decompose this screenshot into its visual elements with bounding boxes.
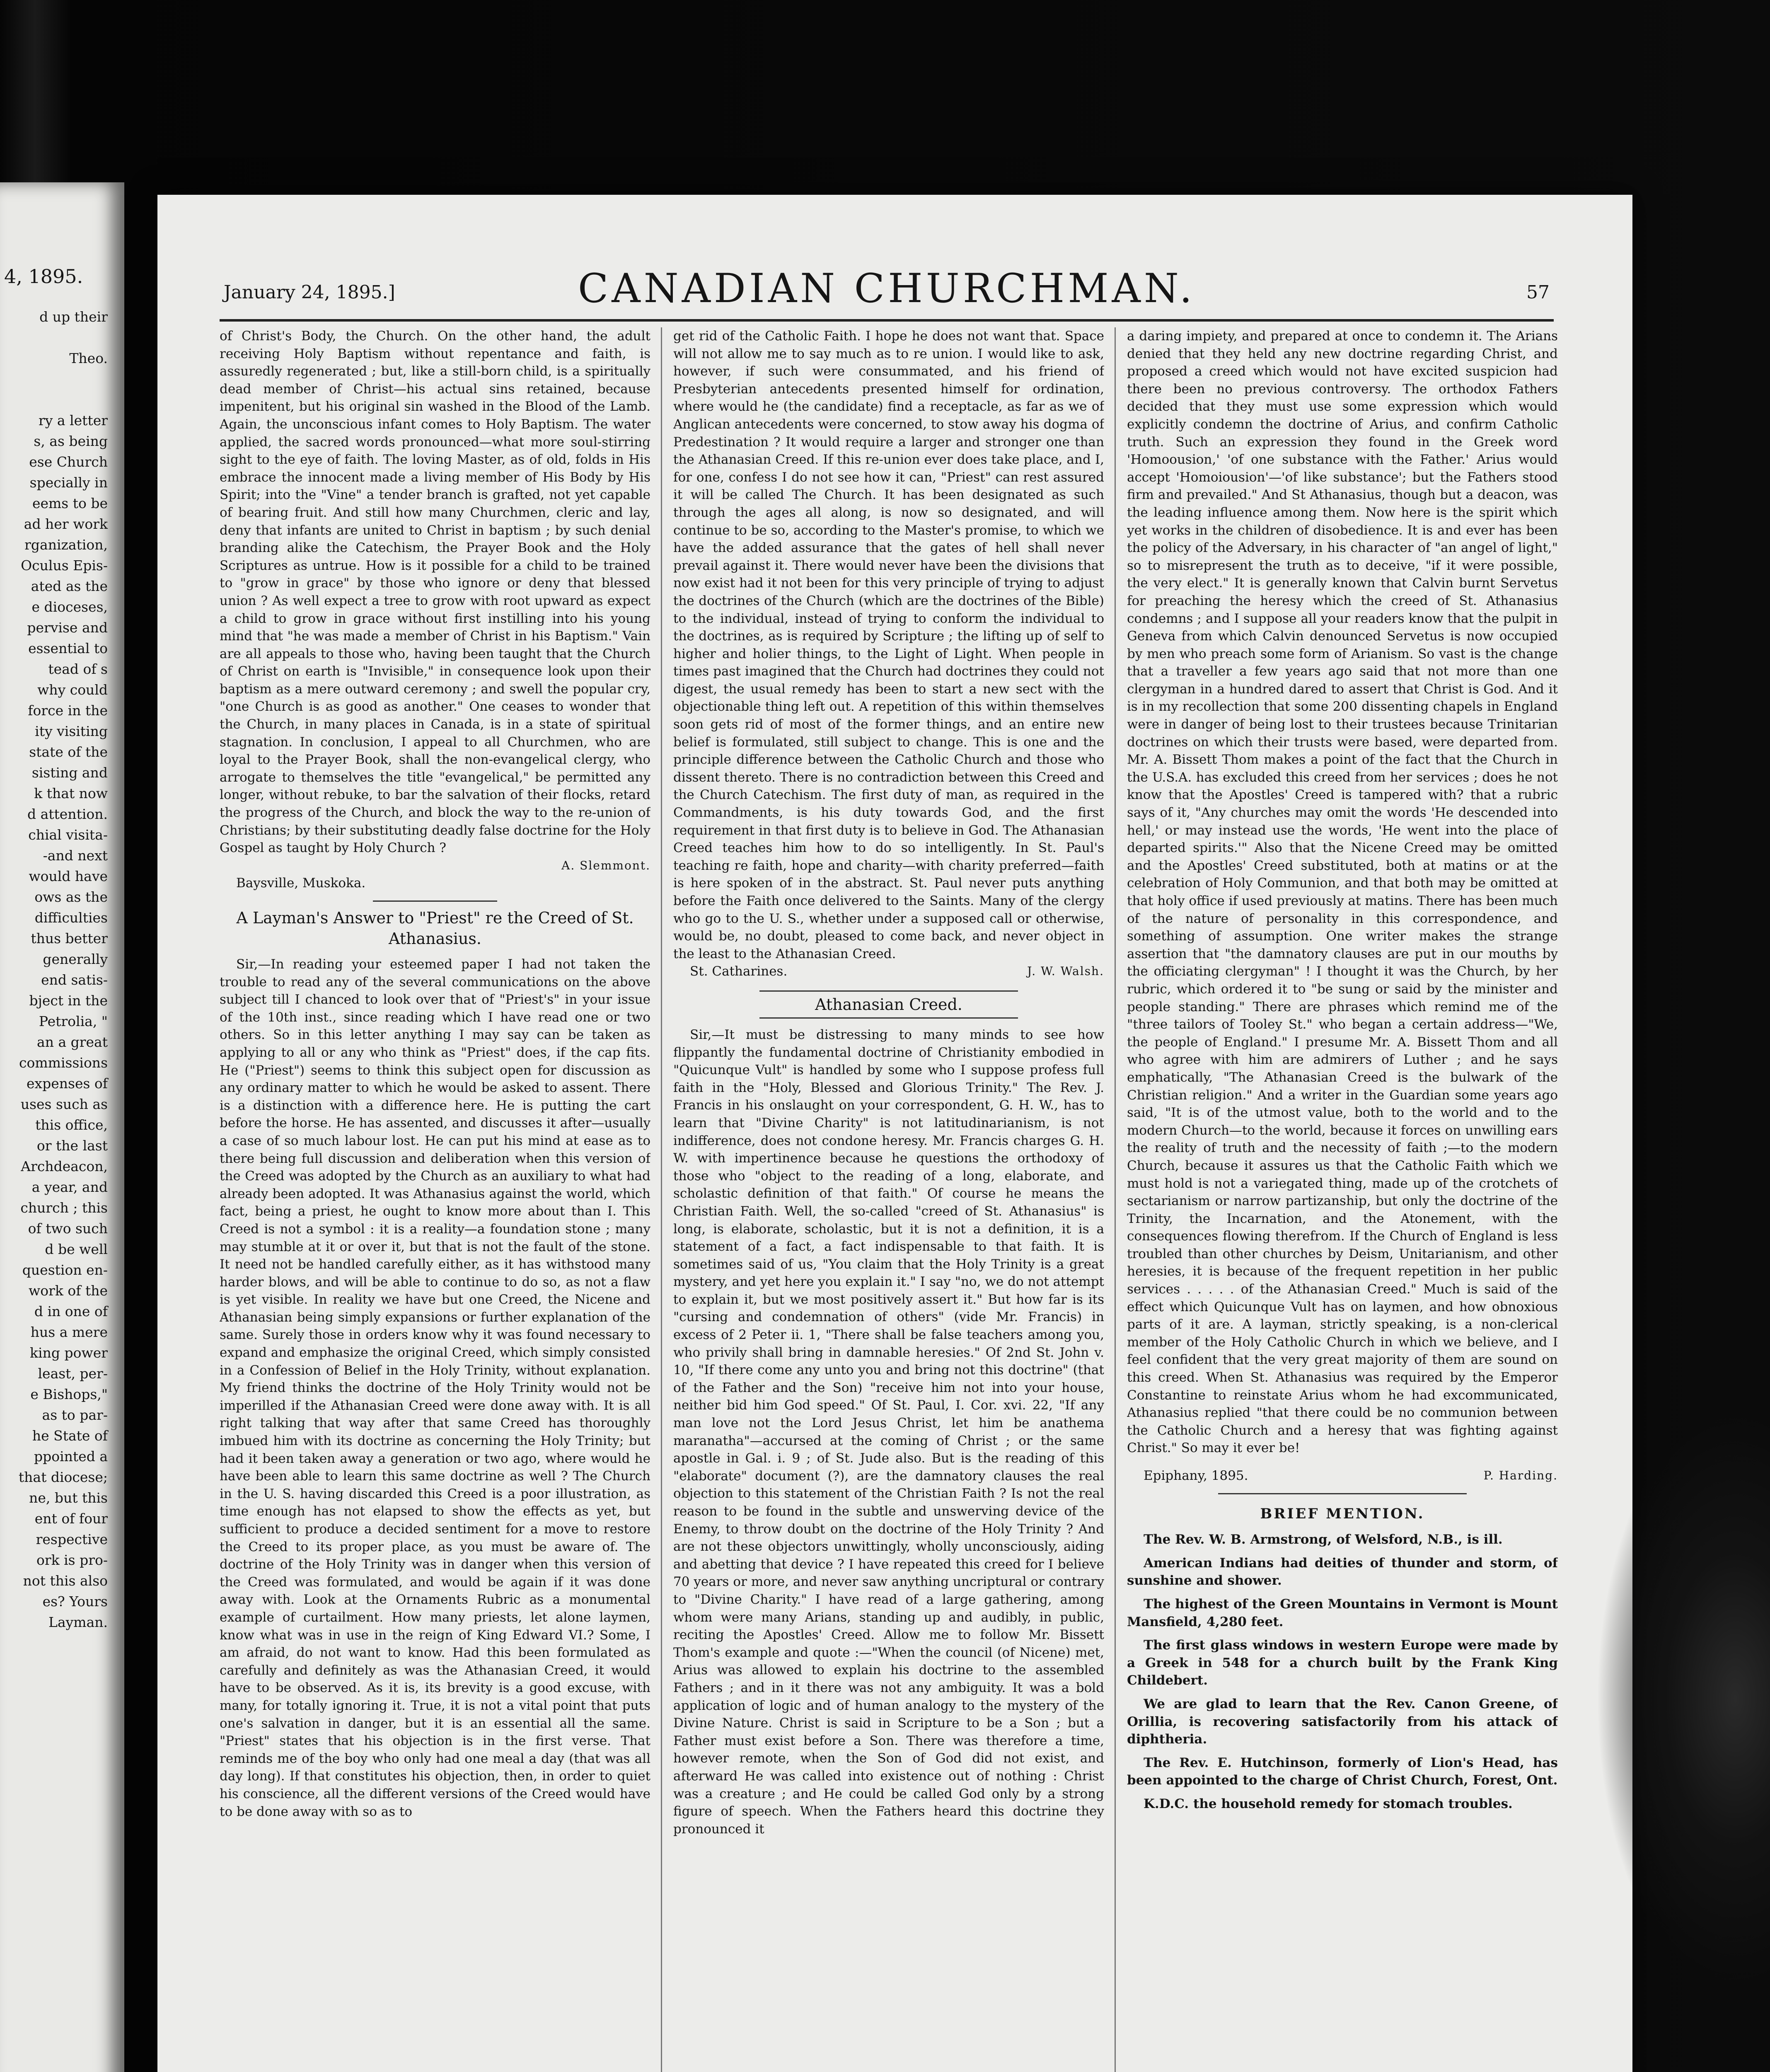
fragment-line: e dioceses, [31,599,108,615]
brief-mention-list [1127,1531,1558,1813]
fragment-line: Archdeacon, [21,1158,108,1174]
fragment-line: would have [29,868,108,884]
column-3 [1127,327,1558,2072]
signature-harding [1127,1467,1558,1485]
brief-item: We are glad to learn that the Rev. Canon Greene, of Orillia, is recovering satisfactorily from his attack of diphtheria. [1127,1696,1558,1747]
fragment-line: ork is pro- [36,1552,108,1568]
fragment-line: why could [37,682,108,698]
fragment-line: ese Church [29,454,108,470]
previous-page-date: 4, 1895. [4,265,83,288]
page-header [224,265,1550,315]
fragment-line: Oculus Epis- [21,557,108,574]
fragment-line: uses such as [20,1096,108,1112]
fragment-line: d up their [39,309,108,325]
fragment-line: Theo. [69,350,108,366]
divider [373,900,497,902]
fragment-line: es? Yours [42,1593,108,1610]
fragment-line: -and next [43,847,108,864]
fragment-line: chial visita- [28,827,108,843]
masthead-title: CANADIAN CHURCHMAN. [578,265,1196,312]
brief-item: K.D.C. the household remedy for stomach troubles. [1144,1796,1513,1811]
fragment-line: question en- [22,1262,108,1278]
author-place: Baysville, Muskoka. [236,876,366,891]
fragment-line: d be well [45,1241,108,1257]
newspaper-page [157,195,1632,2072]
fragment-line: Layman. [48,1614,108,1630]
brief-item: The highest of the Green Mountains in Vermont is Mount Mansfield, 4,280 feet. [1127,1596,1558,1629]
fragment-line: e Bishops," [30,1386,108,1402]
previous-page-text [19,307,108,1633]
column-1 [220,327,650,2072]
fragment-line: ows as the [34,889,108,905]
header-rule [220,319,1554,322]
fragment-line: king power [30,1345,108,1361]
brief-item: The Rev. W. B. Armstrong, of Welsford, N.B., is ill. [1144,1532,1503,1547]
fragment-line: expenses of [26,1075,108,1092]
fragment-line: a year, and [31,1179,108,1195]
fragment-line: this office, [35,1117,108,1133]
fragment-line: thus better [31,930,108,946]
fragment-line [19,369,108,390]
fragment-line: of two such [28,1220,108,1237]
brief-item: The Rev. E. Hutchinson, formerly of Lion's Head, has been appointed to the charge of Christ Church, Forest, Ont. [1127,1755,1558,1788]
fragment-line: commissions [19,1055,108,1071]
letter-continuation: of Christ's Body, the Church. On the other hand, the adult receiving Holy Baptism without repentance and faith, is assuredly regenerated ; but, like a still-born child, is a spiritually dead member of Christ—his actual sins retained, because impenitent, but his original sin washed in the Blood of the Lamb. Again, the unconscious infant comes to Holy Baptism. The water applied, the sacred words pronounced—what more soul-stirring sight to the eye of faith. The loving Master, as of old, folds in His embrace the innocent made a living member of His Body by His Spirit; into the "Vine" a tender branch is grafted, not yet capable of bearing fruit. And still how many Churchmen, cleric and lay, deny that infants are united to Christ in baptism ; by such denial branding alike the Catechism, the Prayer Book and the Holy Scriptures as untrue. How is it possible for a child to be trained to "grow in grace" by those who ignore or deny that blessed union ? As well expect a tree to grow with root upward as expect a child to grow in grace without first instilling into his young mind that "he was made a member of Christ in his Baptism." Vain are all appeals to those who, having been taught that the Church of Christ on earth is "Invisible," in consequence look upon their baptism as a mere outward ceremony ; and swell the popular cry, "one Church is as good as another." One ceases to wonder that the Church, in many places in Canada, is in a state of spiritual stagnation. In conclusion, I appeal to all Churchmen, who are loyal to the Prayer Book, shall the non-evangelical clergy, who arrogate to themselves the title "evangelical," be permitted any longer, without rebuke, to bar the salvation of their flocks, retard the progress of the Church, and block the way to the re-union of Christians; by their substituting deadly false doctrine for the Holy Gospel as taught by Holy Church ? [220,329,650,856]
author-name: J. W. Walsh. [1027,964,1104,978]
brief-item: The first glass windows in western Europe were made by a Greek in 548 for a church built by the Frank King Childebert. [1127,1638,1558,1688]
column-2 [673,327,1104,2072]
article-continuation: get rid of the Catholic Faith. I hope he does not want that. Space will not allow me to say much as to re union. I would like to ask, however, if such were consummated, and his friend of Presbyterian antecedents presented himself for ordination, where would he (the candidate) find a receptacle, as far as we of Anglican antecedents were concerned, to stow away his dogma of Predestination ? It would require a larger and stronger one than the Athanasian Creed. If this re-union ever does take place, and I, for one, confess I do not see how it can, "Priest" can rest assured it will be called The Church. It has been designated as such through the ages all along, is now so designated, and will continue to be so, according to the Master's promise, to which we have the added assurance that the gates of hell shall never prevail against it. There would never have been the divisions that now exist had it not been for this very principle of trying to adjust the doctrines of the Church (which are the doctrines of the Bible) to the individual, instead of trying to conform the individual to the doctrines, as is required by Scripture ; the lifting up of self to higher and holier things, to the Light of Light. When people in times past imagined that the Church had doctrines they could not digest, the usual remedy has been to start a new sect with the objectionable thing left out. A repetition of this within themselves soon gets rid of most of the former things, and an entire new belief is formulated, still subject to change. This is one and the principle difference between the Catholic Church and those who dissent thereto. There is no contradiction between this Creed and the Church Catechism. The first duty of man, as required in the Commandments, is his duty towards God, and the first requirement in that first duty is to believe in God. The Athanasian Creed teaches him how to do so intelligently. In St. Paul's teaching re faith, hope and charity—with charity preferred—faith is here spoken of in the abstract. St. Paul never puts anything before the Faith once delivered to the Saints. Many of the clergy who go to the U. S., whether under a supposed call or otherwise, would be, no doubt, pleased to come back, and never object in the least to the Athanasian Creed. [673,329,1104,961]
fragment-line: least, per- [38,1365,108,1382]
issue-date: January 24, 1895.] [224,282,395,303]
article-body: Sir,—In reading your esteemed paper I had not taken the trouble to read any of the several communications on the above subject till I chanced to look over that of "Priest's" in your issue of the 10th inst., since reading which I have read one or two others. So in this letter anything I may say can be taken as applying to all or any who think as "Priest" does, if the cap fits. He ("Priest") seems to think this subject open for discussion as any ordinary matter to which he would be asked to assent. There is a distinction with a difference here. He is putting the cart before the horse. He has assented, and discusses it after—usually a case of so much labour lost. He can put his mind at ease as to there being full discussion and deliberation when this version of the Creed was adopted by the Church as an auxiliary to what had already been adopted. It was Athanasius against the world, which fact, being a priest, he ought to know more about than I. This Creed is not a symbol : it is a reality—a foundation stone ; many may stumble at it or over it, but that is not the fault of the stone. It need not be handled carefully either, as it has withstood many harder blows, and will be able to continue to do so, as not a flaw is yet visible. In reality we have but one Creed, the Nicene and Athanasian being simply expansions or further explanation of the same. Surely those in orders know why it was found necessary to expand and emphasize the original Creed, which simply consisted in a Confession of Belief in the Holy Trinity, without explanation. My friend thinks the doctrine of the Holy Trinity would not be imperilled if the Athanasian Creed were done away with. It is all right talking that way after that same Creed has thoroughly imbued him with its doctrine as concerning the Holy Trinity; but had it been taken away a generation or two ago, where would he have been able to learn this same doctrine as well ? The Church in the U. S. having discarded this Creed is a poor illustration, as time enough has not elapsed to show the effects as yet, but sufficient to produce a decided sentiment for a move to restore the Creed to its proper place, as you must be aware of. The doctrine of the Holy Trinity was in danger when this version of the Creed was formulated, and would be again if it was done away with. Look at the Ornaments Rubric as a monumental example of curtailment. How many priests, let alone laymen, know what was in use in the reign of King Edward VI.? Some, I am afraid, do not want to know. Had this been formulated as carefully and definitely as was the Athanasian Creed, it would have to be observed. As it is, its brevity is a good excuse, with many, for totally ignoring it. True, it is not a vital point that puts one's salvation in danger, but it is an essential all the same. "Priest" states that his objection is in the first verse. That reminds me of the boy who only had one meal a day (that was all day long). If that constitutes his objection, then, in order to quiet his conscience, all the different versions of the Creed would have to be done away with so as to [220,957,650,1819]
fragment-line: ppointed a [34,1448,108,1464]
fragment-line: d in one of [34,1303,108,1319]
fragment-line: not this also [23,1573,108,1589]
fragment-line: force in the [28,702,108,719]
fragment-line: church ; this [20,1200,108,1216]
signature-slemmont [220,857,650,875]
previous-page-fragment [0,182,124,2072]
section-heading: BRIEF MENTION. [1260,1505,1425,1522]
page-curl-shadow [1596,1409,1770,1989]
fragment-line: as to par- [42,1407,108,1423]
fragment-line: specially in [29,474,108,491]
fragment-line: or the last [36,1138,108,1154]
fragment-line [19,327,108,348]
brief-item: American Indians had deities of thunder and storm, of sunshine and shower. [1127,1555,1558,1588]
fragment-line: s, as being [34,433,108,449]
fragment-line: essential to [28,640,108,656]
article-body: Sir,—It must be distressing to many minds to see how flippantly the fundamental doctrine of Christianity embodied in "Quicunque Vult" is handled by some who I suppose profess full faith in the "Holy, Blessed and Glorious Trinity." The Rev. J. Francis in his onslaught on your correspondent, G. H. W., has to learn that "Divine Charity" is not latitudinarianism, is not indifference, does not condone heresy. Mr. Francis charges G. H. W. with impertinence because he questions the orthodoxy of those who "object to the reading of a long, elaborate, and scholastic definition of that faith." Of course he means the Christian Faith. Well, the so-called "creed of St. Athanasius" is long, is elaborate, scholastic, but it is not a definition, it is a statement of a fact, a fact indispensable to that faith. It is sometimes said of us, "You claim that the Holy Trinity is a great mystery, and yet here you explain it." I say "no, we do not attempt to explain it, but we most positively assert it." But how far is its "cursing and condemnation of others" (vide Mr. Francis) in excess of 2 Peter ii. 1, "There shall be false teachers among you, who privily shall bring in damnable heresies." Of 2nd St. John v. 10, "If there come any unto you and bring not this doctrine" (that of the Father and the Son) "receive him not into your house, neither bid him God speed." Of St. Paul, I. Cor. xvi. 22, "If any man love not the Lord Jesus Christ, let him be anathema maranatha"—accursed at the coming of Christ ; or the same apostle in Gal. i. 9 ; of St. Jude also. But is the reading of this "elaborate" document (?), are the damnatory clauses the real objection to this statement of the Christian Faith ? Is not the real reason to be found in the subtle and unswerving device of the Enemy, to throw doubt on the doctrine of the Holy Trinity ? And are not these objectors unwittingly, wholly unconsciously, aiding and abetting that device ? I have repeated this creed for I believe 70 years or more, and never saw anything uncriptural or contrary to "Divine Charity." I have read of a large gathering, among whom were many Arians, standing up and audibly, in public, reciting the Apostles' Creed. Allow me to follow Mr. Bissett Thom's example and quote :—"When the council (of Nicene) met, Arius was allowed to explain his doctrine to the assembled Fathers ; and in it there was not any ambiguity. It was a bold application of logic and of human analogy to the mystery of the Divine Nature. Christ is said in Scripture to be a Son ; but a Father must exist before a Son. There was therefore a time, however remote, when the Son of God did not exist, and afterward He was called into existence out of nothing : Christ was a creature ; and He could be called God only by a strong figure of speech. When the Fathers heard this doctrine they pronounced it [673,1027,1104,1837]
fragment-line: hus a mere [30,1324,108,1340]
fragment-line: an a great [37,1034,108,1050]
column-rule [1115,327,1116,2072]
fragment-line [19,390,108,410]
fragment-line: tead of s [48,661,108,677]
fragment-line: rganization, [24,537,108,553]
fragment-line: work of the [29,1283,108,1299]
fragment-line: eems to be [32,495,108,511]
fragment-line: he State of [32,1428,108,1444]
fragment-line: ne, but this [29,1490,108,1506]
fragment-line: bject in the [29,992,108,1009]
signature-walsh [673,963,1104,980]
author-name: P. Harding. [1483,1469,1558,1482]
fragment-line: respective [36,1531,108,1547]
fragment-line: k that now [34,785,108,801]
page-number: 57 [1526,282,1550,303]
fragment-line: sisting and [31,765,108,781]
fragment-line: ity visiting [35,723,108,739]
article-continuation: a daring impiety, and prepared at once to condemn it. The Arians denied that they held any new doctrine regarding Christ, and proposed a creed which would not have excited suspicion had there been no previous controversy. The orthodox Fathers decided that they must use some expression which would explicitly condemn the doctrine of Arius, and confirm Catholic truth. Such an expression they found in the Greek word 'Homoousion,' 'of one substance with the Father.' Arius would accept 'Homoiousion'—'of like substance'; but the Fathers stood firm and prevailed." And St Athanasius, though but a deacon, was the leading influence among them. Now here is the spirit which yet works in the children of disobedience. It is and ever has been the policy of the Adversary, in his character of "an angel of light," so to misrepresent the truth as to deceive, "if it were possible, the very elect." It is generally known that Calvin burnt Servetus for preaching the heresy which the creed of St. Athanasius condemns ; and I suppose all your readers know that the pulpit in Geneva from which Calvin denounced Servetus is now occupied by men who preach some form of Arianism. So vast is the change that a traveller a few years ago said that not more than one clergyman in a hundred dared to assert that Christ is God. And it is in my recollection that some 200 dissenting chapels in England were in danger of being lost to their trustees because Trinitarian doctrines on which their trusts were based, were departed from. Mr. A. Bissett Thom makes a point of the fact that the Church in the U.S.A. has excluded this creed from her services ; does he not know that the Apostles' Creed is tampered with? that a rubric says of it, "Any churches may omit the words 'He descended into hell,' or may instead use the words, 'He went into the place of departed spirits.'" Also that the Nicene Creed may be omitted and the Apostles' Creed substituted, both at matins or at the celebration of Holy Communion, and that both may be omitted at that holy office if used previously at matins. There has been much of the nature of personality in this correspondence, and something of assumption. One writer makes the strange assertion that "the damnatory clauses are put in our mouths by the officiating clergyman" ! I thought it was the Church, by her rubric, which ordered it to "be sung or said by the minister and people standing." There are phrases which remind me of the "three tailors of Tooley St." who began a certain address—"We, the people of England." I presume Mr. A. Bissett Thom and all who agree with him are admirers of Luther ; and he says emphatically, "The Athanasian Creed is the bulwark of the Christian religion." And a writer in the Guardian some years ago said, "It is of the utmost value, both to the world and to the modern Church—to the world, because it forces on unwilling ears the reality of truth and the necessity of faith ;—to the modern Church, because it assures us that the Catholic Faith which we must hold is not a variegated thing, made up of the crotchets of sectarianism or narrow partizanship, but only the doctrine of the Trinity, the Incarnation, and the Atonement, with the consequences flowing therefrom. If the Church of England is less troubled than other churches by Deism, Unitarianism, and other heresies, it is because of the frequent repetition in her public services . . . . . of the Athanasian Creed." Much is said of the effect which Quicunque Vult has on laymen, and how obnoxious parts of it are. A layman, strictly speaking, is a non-clerical member of the Holy Catholic Church in which we believe, and I feel confident that the very great majority of them are sound on this creed. When St. Athanasius was required by the Emperor Constantine to reinstate Arius whom he had excommunicated, Athanasius replied "that there could be no communion between the Catholic Church and a heresy that was fighting against Christ." So may it ever be! [1127,329,1558,1456]
fragment-line: end satis- [41,972,108,988]
fragment-line: ated as the [31,578,108,594]
fragment-line: state of the [29,744,108,760]
fragment-line: difficulties [34,910,108,926]
article-title: Athanasian Creed. [759,990,1018,1019]
author-place: St. Catharines. [690,964,788,979]
fragment-line: Petrolia, " [39,1013,108,1029]
author-place: Epiphany, 1895. [1144,1468,1248,1483]
divider [1218,1493,1467,1494]
article-title: A Layman's Answer to "Priest" re the Creed of St. Athanasius. [236,909,634,948]
fragment-line: that diocese; [18,1469,108,1485]
column-rule [661,327,662,2072]
fragment-line: d attention. [27,806,108,822]
fragment-line: ry a letter [39,412,108,428]
author-name: A. Slemmont. [561,858,650,872]
fragment-line: pervise and [27,620,108,636]
fragment-line: ent of four [34,1510,108,1527]
fragment-line: generally [43,951,108,967]
fragment-line: ad her work [24,516,108,532]
